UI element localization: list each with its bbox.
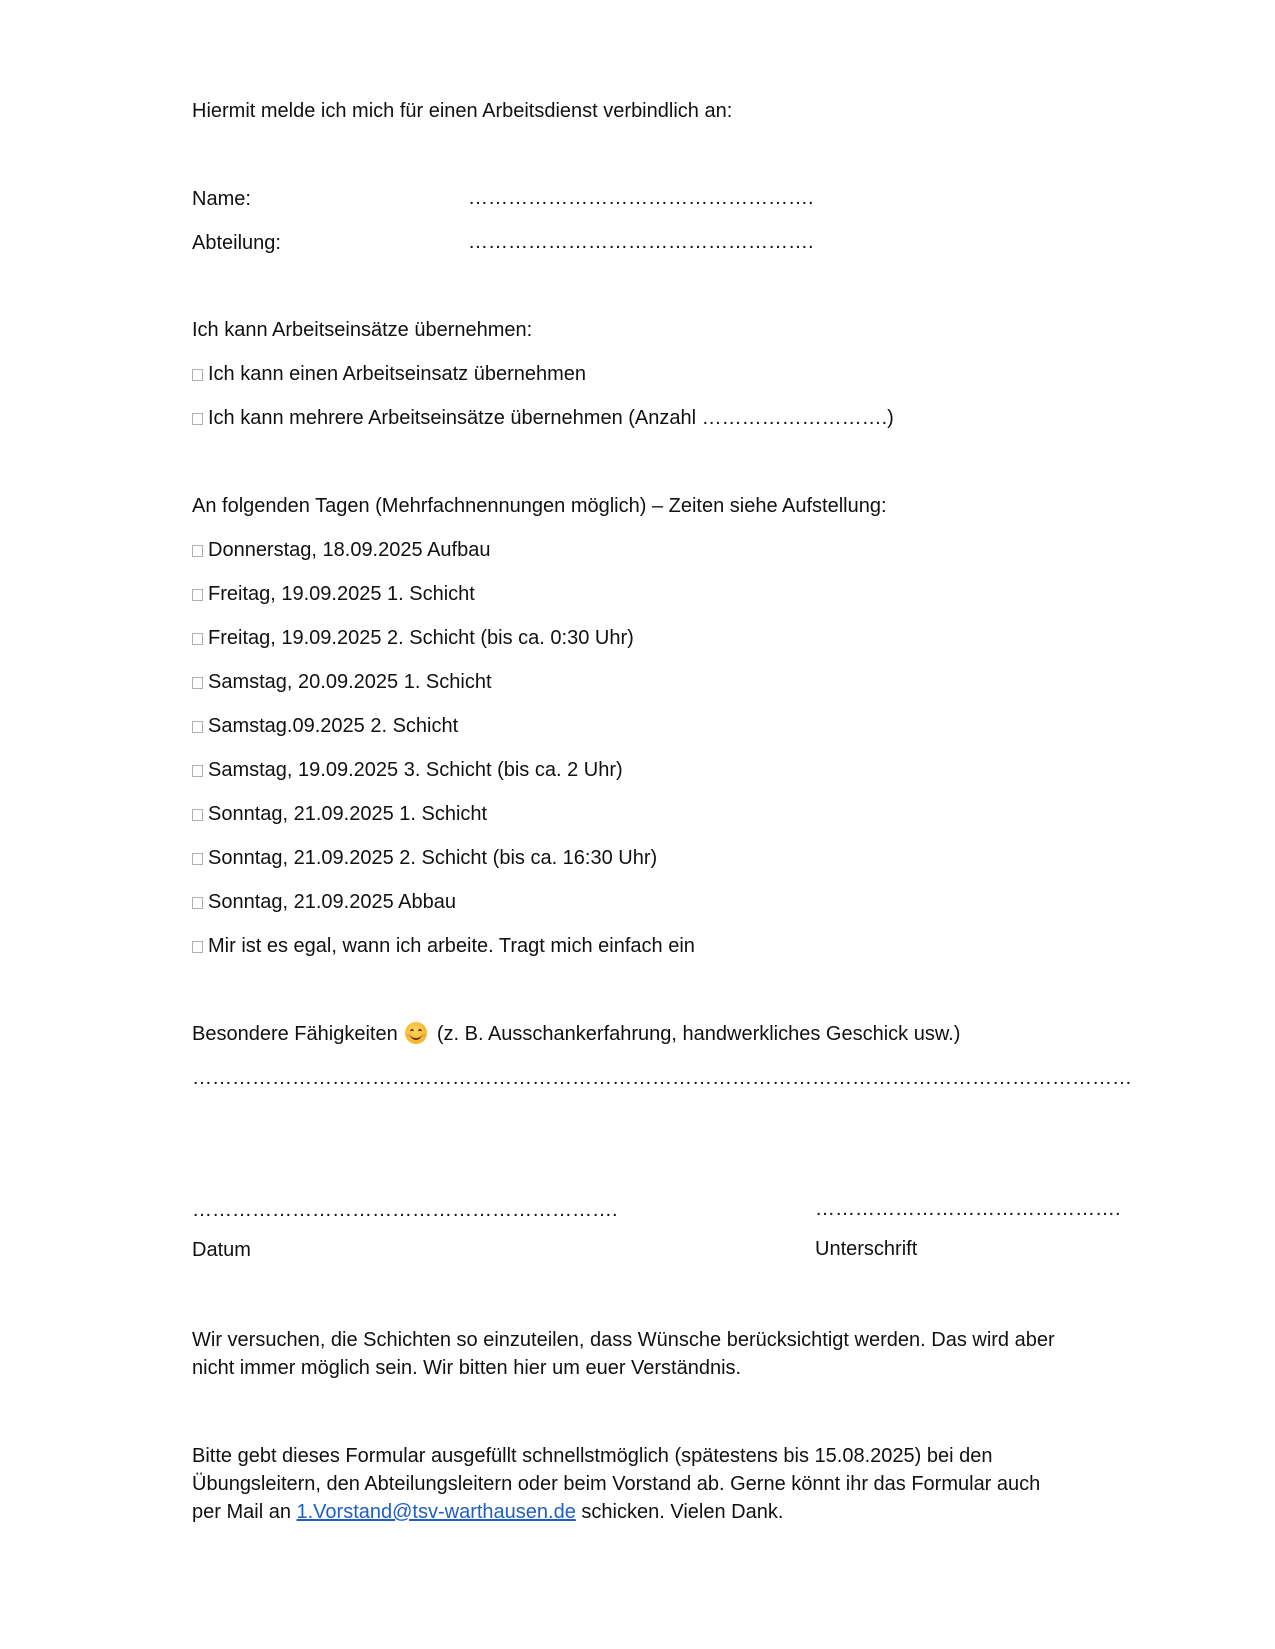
day-option[interactable] xyxy=(192,626,634,650)
name-field[interactable]: ……………………………………………. xyxy=(468,187,814,209)
skills-label-text: Besondere Fähigkeiten xyxy=(192,1023,398,1045)
day-option[interactable] xyxy=(192,890,456,914)
option-label: Samstag, 20.09.2025 1. Schicht xyxy=(208,671,492,693)
checkbox-icon[interactable] xyxy=(192,413,203,425)
name-label: Name: xyxy=(192,188,251,210)
option-label: Sonntag, 21.09.2025 Abbau xyxy=(208,891,457,913)
checkbox-icon[interactable] xyxy=(192,897,203,909)
checkbox-icon[interactable] xyxy=(192,853,203,865)
capacity-heading: Ich kann Arbeitseinsätze übernehmen: xyxy=(192,319,533,341)
signature-field[interactable]: ………………………………………. xyxy=(815,1198,1121,1220)
date-label: Datum xyxy=(192,1239,251,1261)
option-label: Mir ist es egal, wann ich arbeite. Tragt mich einfach ein xyxy=(208,935,695,957)
option-label: Samstag, 19.09.2025 3. Schicht (bis ca. 2 Uhr) xyxy=(208,759,623,781)
day-option[interactable] xyxy=(192,670,492,694)
closing-paragraph xyxy=(192,1442,1072,1526)
option-label: Samstag.09.2025 2. Schicht xyxy=(208,715,459,737)
smiley-icon xyxy=(405,1022,427,1044)
option-label: Freitag, 19.09.2025 1. Schicht xyxy=(208,583,475,605)
closing-text: Bitte gebt dieses Formular ausgefüllt schnellstmöglich (spätestens bis 15.08.2025) bei den Übungsleitern, den Abteilungsleitern oder beim Vorstand ab. Gerne könnt ihr das Formular auch per Mail an xyxy=(192,1445,1041,1523)
checkbox-icon[interactable] xyxy=(192,677,203,689)
option-label: Sonntag, 21.09.2025 2. Schicht (bis ca. 16:30 Uhr) xyxy=(208,847,658,869)
day-option[interactable] xyxy=(192,714,458,738)
department-field[interactable]: ……………………………………………. xyxy=(468,231,814,253)
signature-label: Unterschrift xyxy=(815,1238,918,1260)
capacity-option-multiple[interactable] xyxy=(192,406,894,430)
option-label: Ich kann mehrere Arbeitseinsätze übernehmen (Anzahl ……………………….) xyxy=(208,407,894,429)
date-field[interactable]: ………………………………………………………. xyxy=(192,1199,618,1221)
skills-field[interactable]: …………………………………………………………………………………………………………………………… xyxy=(192,1067,1132,1089)
option-label: Freitag, 19.09.2025 2. Schicht (bis ca. 0:30 Uhr) xyxy=(208,627,634,649)
checkbox-icon[interactable] xyxy=(192,633,203,645)
day-option[interactable] xyxy=(192,582,475,606)
option-label: Donnerstag, 18.09.2025 Aufbau xyxy=(208,539,491,561)
days-heading: An folgenden Tagen (Mehrfachnennungen möglich) – Zeiten siehe Aufstellung: xyxy=(192,495,887,517)
note-paragraph: Wir versuchen, die Schichten so einzuteilen, dass Wünsche berücksichtigt werden. Das wird aber nicht immer möglich sein. Wir bitten hier um euer Verständnis. xyxy=(192,1329,1055,1379)
day-option[interactable] xyxy=(192,802,487,826)
skills-hint: (z. B. Ausschankerfahrung, handwerkliches Geschick usw.) xyxy=(436,1023,961,1045)
department-label: Abteilung: xyxy=(192,232,281,254)
day-option-any[interactable] xyxy=(192,934,695,958)
checkbox-icon[interactable] xyxy=(192,589,203,601)
option-label: Sonntag, 21.09.2025 1. Schicht xyxy=(208,803,488,825)
capacity-option-single[interactable] xyxy=(192,362,586,386)
checkbox-icon[interactable] xyxy=(192,369,203,381)
closing-text-end: schicken. Vielen Dank. xyxy=(575,1501,784,1523)
checkbox-icon[interactable] xyxy=(192,941,203,953)
day-option[interactable] xyxy=(192,538,490,562)
intro-text: Hiermit melde ich mich für einen Arbeitsdienst verbindlich an: xyxy=(192,100,733,122)
checkbox-icon[interactable] xyxy=(192,721,203,733)
email-link[interactable]: 1.Vorstand@tsv-warthausen.de xyxy=(296,1501,576,1523)
skills-label xyxy=(192,1022,960,1046)
option-label: Ich kann einen Arbeitseinsatz übernehmen xyxy=(208,363,587,385)
checkbox-icon[interactable] xyxy=(192,809,203,821)
checkbox-icon[interactable] xyxy=(192,765,203,777)
checkbox-icon[interactable] xyxy=(192,545,203,557)
day-option[interactable] xyxy=(192,758,623,782)
day-option[interactable] xyxy=(192,846,657,870)
